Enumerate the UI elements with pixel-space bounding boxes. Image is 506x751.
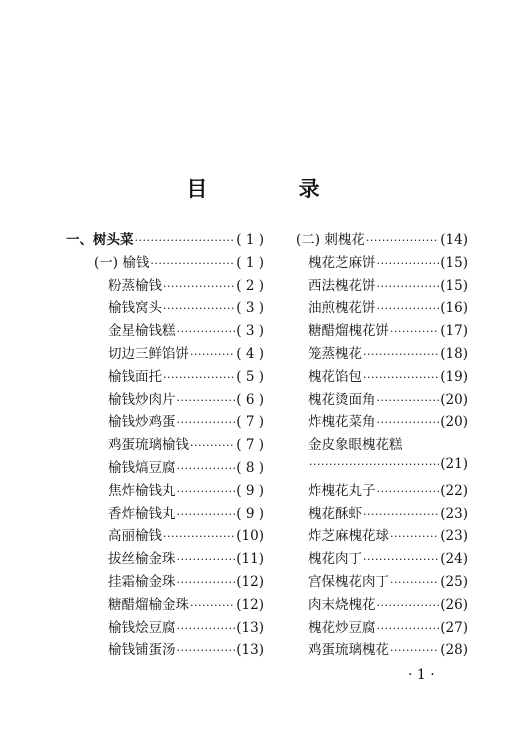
toc-entry[interactable]: [296, 638, 468, 661]
toc-entry-page: ( 9 ): [236, 482, 264, 499]
toc-leader-dots: [190, 599, 235, 612]
toc-entry-page: (18): [440, 345, 468, 362]
toc-entry[interactable]: [66, 524, 264, 547]
toc-leader-dots: [377, 302, 440, 315]
toc-entry-title: 榆钱熇豆腐: [108, 459, 176, 476]
toc-entry-title: 榆钱窝头: [108, 300, 162, 317]
toc-entry[interactable]: [296, 228, 468, 251]
toc-entry-title: 榆钱炒肉片: [108, 391, 176, 408]
toc-entry-title: 鸡蛋琉璃槐花: [308, 642, 389, 659]
toc-entry-title: 肉末烧槐花: [308, 596, 376, 613]
toc-entry[interactable]: [66, 456, 264, 479]
toc-entry[interactable]: [296, 410, 468, 433]
toc-entry-page: (22): [440, 482, 468, 499]
toc-right-column: [296, 228, 468, 661]
toc-entry-page: (13): [236, 642, 264, 659]
toc-leader-dots: [177, 576, 236, 589]
toc-entry-title: 焦炸榆钱丸: [108, 482, 176, 499]
toc-entry[interactable]: [296, 547, 468, 570]
page-title: 目 录: [186, 177, 362, 201]
toc-leader-dots: [177, 622, 236, 635]
toc-entry[interactable]: [296, 524, 468, 547]
toc-entry-page: ( 7 ): [236, 437, 264, 454]
toc-entry-title: (二) 刺槐花: [296, 232, 365, 248]
toc-entry[interactable]: [66, 365, 264, 388]
toc-entry-title: 榆钱铺蛋汤: [108, 642, 176, 659]
toc-entry-title: 笼蒸槐花: [308, 345, 362, 362]
toc-entry-page: (20): [440, 391, 468, 408]
toc-entry[interactable]: [296, 570, 468, 593]
toc-entry-title: 槐花炒豆腐: [308, 619, 376, 636]
toc-entry[interactable]: [66, 410, 264, 433]
toc-entry[interactable]: [296, 479, 468, 502]
toc-entry-title: 西法槐花饼: [308, 277, 376, 294]
toc-entry[interactable]: [66, 319, 264, 342]
toc-entry-title: 榆钱烩豆腐: [108, 619, 176, 636]
toc-entry-title: 槐花烫面角: [308, 391, 376, 408]
toc-leader-dots: [377, 485, 440, 498]
toc-entry-title: 金星榆钱糕: [108, 323, 176, 340]
toc-entry[interactable]: [66, 479, 264, 502]
toc-entry-page: ( 7 ): [236, 414, 264, 431]
toc-entry-title: 槐花芝麻饼: [308, 254, 376, 271]
toc-leader-dots: [135, 234, 236, 247]
toc-leader-dots: [163, 530, 235, 543]
toc-leader-dots: [390, 530, 439, 543]
toc-leader-dots: [390, 644, 439, 657]
toc-entry-page: ( 1 ): [236, 232, 264, 248]
toc-entry-title: 鸡蛋琉璃榆钱: [108, 437, 189, 454]
toc-entry[interactable]: [296, 274, 468, 297]
toc-entry-title: 炸芝麻槐花球: [308, 528, 389, 545]
toc-entry-title: 槐花馅包: [308, 368, 362, 385]
toc-entry-page: (14): [440, 232, 468, 248]
toc-leader-dots: [163, 371, 235, 384]
toc-leader-dots: [163, 302, 235, 315]
toc-entry-page: (26): [440, 596, 468, 613]
toc-leader-dots: [377, 257, 440, 270]
toc-entry-page: (20): [440, 414, 468, 431]
toc-left-column: [66, 228, 264, 661]
toc-entry-page: ( 2 ): [236, 277, 264, 294]
toc-entry[interactable]: [66, 547, 264, 570]
toc-entry-page: (15): [440, 254, 468, 271]
toc-entry-page: (16): [440, 300, 468, 317]
toc-entry-page: (15): [440, 277, 468, 294]
toc-entry[interactable]: [66, 342, 264, 365]
toc-entry-title: 宫保槐花肉丁: [308, 573, 389, 590]
toc-entry[interactable]: [296, 593, 468, 616]
toc-entry-page: ( 5 ): [236, 368, 264, 385]
toc-leader-dots: [177, 553, 236, 566]
toc-entry-page: ( 9 ): [236, 505, 264, 522]
toc-entry[interactable]: [66, 388, 264, 411]
toc-entry-page: ( 6 ): [236, 391, 264, 408]
toc-leader-dots: [177, 508, 236, 521]
toc-entry-title: 切边三鲜馅饼: [108, 345, 189, 362]
toc-entry[interactable]: [296, 456, 468, 479]
toc-entry[interactable]: [296, 342, 468, 365]
toc-entry-title: 金皮象眼槐花糕: [308, 437, 403, 454]
toc-entry-page: ( 3 ): [236, 323, 264, 340]
toc-leader-dots: [377, 394, 440, 407]
toc-entry-title: 一、树头菜: [66, 232, 134, 248]
toc-entry[interactable]: [296, 616, 468, 639]
toc-entry-title: 高丽榆钱: [108, 528, 162, 545]
toc-entry-page: (10): [236, 528, 264, 545]
toc-entry-page: (23): [440, 528, 468, 545]
toc-entry-page: (24): [440, 551, 468, 568]
toc-entry-page: (13): [236, 619, 264, 636]
toc-leader-dots: [390, 325, 439, 338]
toc-leader-dots: [177, 325, 236, 338]
toc-entry-page: (12): [236, 596, 264, 613]
toc-entry[interactable]: [296, 502, 468, 525]
toc-entry-title: 油煎槐花饼: [308, 300, 376, 317]
toc-leader-dots: [377, 599, 440, 612]
toc-entry[interactable]: [66, 228, 264, 251]
toc-entry[interactable]: [66, 251, 264, 274]
toc-entry-title: 粉蒸榆钱: [108, 277, 162, 294]
toc-entry[interactable]: [296, 251, 468, 274]
toc-leader-dots: [309, 458, 439, 471]
toc-entry-title: (一) 榆钱: [94, 254, 150, 271]
toc-leader-dots: [177, 644, 236, 657]
toc-entry-page: (25): [440, 573, 468, 590]
toc-leader-dots: [363, 508, 439, 521]
toc-entry-title: 榆钱炒鸡蛋: [108, 414, 176, 431]
toc-entry[interactable]: [296, 433, 468, 456]
page-number: · 1 ·: [408, 667, 435, 683]
toc-entry-page: (27): [440, 619, 468, 636]
toc-leader-dots: [366, 234, 439, 247]
toc-entry-page: ( 8 ): [236, 459, 264, 476]
toc-entry-title: 榆钱面托: [108, 368, 162, 385]
toc-entry-page: ( 1 ): [236, 254, 264, 271]
toc-leader-dots: [363, 348, 439, 361]
toc-entry-title: 挂霜榆金珠: [108, 573, 176, 590]
toc-leader-dots: [163, 280, 235, 293]
toc-leader-dots: [363, 553, 439, 566]
toc-entry[interactable]: [296, 388, 468, 411]
toc-entry-page: ( 4 ): [236, 345, 264, 362]
toc-entry-title: 糖醋熘榆金珠: [108, 596, 189, 613]
toc-entry[interactable]: [66, 570, 264, 593]
toc-entry[interactable]: [66, 433, 264, 456]
toc-entry[interactable]: [296, 319, 468, 342]
toc-entry-page: (21): [440, 455, 468, 472]
toc-leader-dots: [177, 394, 236, 407]
toc-entry[interactable]: [296, 296, 468, 319]
toc-entry[interactable]: [66, 593, 264, 616]
toc-entry-page: (12): [236, 573, 264, 590]
toc-entry-title: 槐花肉丁: [308, 551, 362, 568]
toc-entry-title: 糖醋熘槐花饼: [308, 323, 389, 340]
toc-leader-dots: [177, 462, 236, 475]
toc-entry-page: (11): [236, 551, 264, 568]
toc-leader-dots: [377, 416, 440, 429]
toc-entry-page: ( 3 ): [236, 300, 264, 317]
toc-entry-title: 香炸榆钱丸: [108, 505, 176, 522]
toc-leader-dots: [190, 439, 235, 452]
toc-leader-dots: [390, 576, 439, 589]
toc-entry[interactable]: [66, 502, 264, 525]
toc-entry-page: (17): [440, 323, 468, 340]
toc-entry[interactable]: [66, 638, 264, 661]
toc-leader-dots: [363, 371, 439, 384]
toc-entry[interactable]: [66, 274, 264, 297]
toc-entry-title: 槐花酥虾: [308, 505, 362, 522]
toc-leader-dots: [150, 257, 235, 270]
toc-entry-title: 炸槐花菜角: [308, 414, 376, 431]
toc-leader-dots: [190, 348, 235, 361]
toc-leader-dots: [177, 485, 236, 498]
toc-entry-page: (28): [440, 642, 468, 659]
toc-entry-page: (19): [440, 368, 468, 385]
toc-entry[interactable]: [296, 365, 468, 388]
toc-leader-dots: [177, 416, 236, 429]
toc-leader-dots: [377, 280, 440, 293]
toc-entry[interactable]: [66, 616, 264, 639]
toc-entry-page: (23): [440, 505, 468, 522]
toc-leader-dots: [377, 622, 440, 635]
toc-entry-title: 拔丝榆金珠: [108, 551, 176, 568]
toc-entry-title: 炸槐花丸子: [308, 482, 376, 499]
toc-entry[interactable]: [66, 296, 264, 319]
